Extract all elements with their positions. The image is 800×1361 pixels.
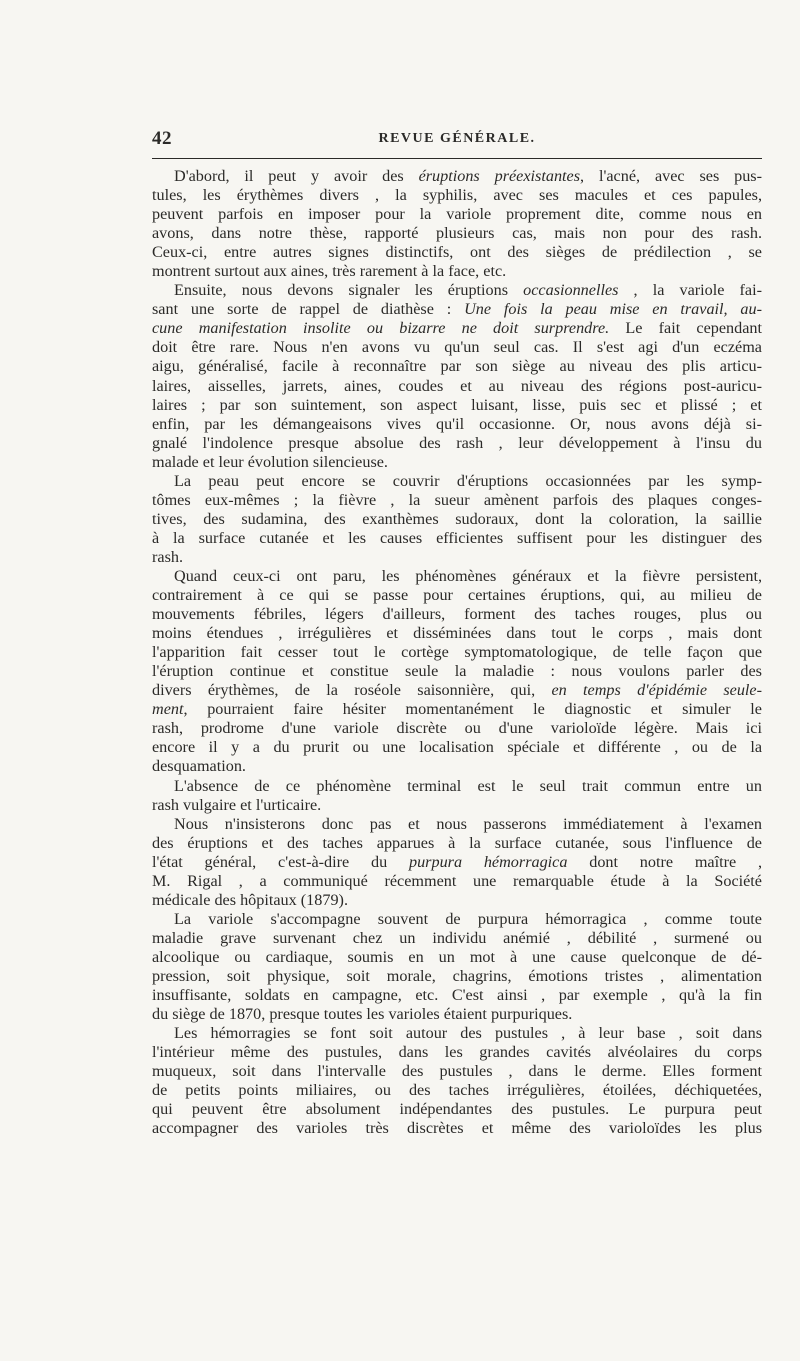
text-line <box>152 434 762 453</box>
text-segment: montrent surtout aux aines, très rarement à la face, etc. <box>152 262 507 281</box>
text-line <box>152 967 762 986</box>
text-line <box>152 453 762 472</box>
text-segment: l'état général, c'est-à-dire du <box>152 852 409 871</box>
text-line <box>152 1119 762 1138</box>
text-line <box>152 281 762 300</box>
text-segment: médicale des hôpitaux (1879). <box>152 890 348 909</box>
body-text <box>152 167 762 1138</box>
text-segment: qui peuvent être absolument indépendantes des pustules. Le purpura peut <box>152 1100 762 1119</box>
text-line <box>152 662 762 681</box>
text-line <box>152 1043 762 1062</box>
header-rule <box>152 158 762 159</box>
text-line <box>152 567 762 586</box>
text-line <box>152 548 762 567</box>
text-line <box>152 834 762 853</box>
text-line <box>152 891 762 910</box>
text-line <box>152 815 762 834</box>
text-segment: peuvent parfois en imposer pour la variole proprement dite, comme nous en <box>152 205 762 224</box>
text-segment: avons, dans notre thèse, rapporté plusieurs cas, mais non pour des rash. <box>152 224 762 243</box>
italic-text: éruptions préexistantes <box>418 167 581 185</box>
text-segment: Nous n'insisterons donc pas et nous passerons immédiatement à l'examen <box>174 814 762 833</box>
text-segment: contrairement à ce qui se passe pour certaines éruptions, qui, au milieu de <box>152 586 762 605</box>
text-line <box>152 262 762 281</box>
text-line <box>152 186 762 205</box>
text-segment: Ensuite, nous devons signaler les éruptions <box>174 281 524 300</box>
text-line <box>152 643 762 662</box>
text-segment: Le fait cependant <box>609 319 762 338</box>
text-line <box>152 796 762 815</box>
text-segment: Ceux-ci, entre autres signes distinctifs, ont des sièges de prédilection , se <box>152 243 762 262</box>
text-segment: tives, des sudamina, des exanthèmes sudoraux, dont la coloration, la saillie <box>152 509 762 528</box>
italic-text: en temps d'épidémie seule- <box>551 681 762 700</box>
text-segment: accompagner des varioles très discrètes et même des varioloïdes les plus <box>152 1119 762 1138</box>
text-segment: , la variole fai- <box>618 281 763 300</box>
text-line <box>152 624 762 643</box>
text-segment: doit être rare. Nous n'en avons vu qu'un seul cas. Il s'est agi d'un eczéma <box>152 338 762 357</box>
text-line <box>152 357 762 376</box>
text-line <box>152 300 762 319</box>
text-line <box>152 1062 762 1081</box>
text-segment: aigu, généralisé, facile à reconnaître par son siège au niveau des plis articu- <box>152 357 762 376</box>
text-segment: alcoolique ou cardiaque, soumis en un mot à une cause quelconque de dé- <box>152 947 762 966</box>
text-line <box>152 853 762 872</box>
text-line <box>152 396 762 415</box>
text-segment: , l'acné, avec ses pus- <box>580 167 763 185</box>
text-segment: malade et leur évolution silencieuse. <box>152 452 388 471</box>
italic-text: ment <box>152 700 184 719</box>
text-line <box>152 529 762 548</box>
text-line <box>152 319 762 338</box>
running-title: REVUE GÉNÉRALE. <box>378 131 536 146</box>
text-segment: desquamation. <box>152 757 246 776</box>
text-line <box>152 377 762 396</box>
text-segment: La peau peut encore se couvrir d'éruptions occasionnées par les symp- <box>174 471 762 490</box>
text-segment: laires, aisselles, jarrets, aines, coudes et au niveau des régions post-auricu- <box>152 376 762 395</box>
text-line <box>152 910 762 929</box>
text-segment: tômes eux-mêmes ; la fièvre , la sueur amènent parfois des plaques conges- <box>152 490 762 509</box>
text-line <box>152 224 762 243</box>
text-segment: enfin, par les démangeaisons vives qu'il occasionne. Or, nous avons déjà si- <box>152 414 762 433</box>
italic-text: cune manifestation insolite ou bizarre ne doit surprendre. <box>152 319 610 338</box>
text-segment: rash. <box>152 547 184 566</box>
text-segment: mouvements fébriles, légers d'ailleurs, forment des taches rouges, plus ou <box>152 605 762 624</box>
text-line <box>152 1005 762 1024</box>
text-segment: L'absence de ce phénomène terminal est le seul trait commun entre un <box>174 776 762 795</box>
text-line <box>152 1100 762 1119</box>
text-line <box>152 510 762 529</box>
text-line <box>152 929 762 948</box>
text-line <box>152 1081 762 1100</box>
text-line <box>152 491 762 510</box>
text-segment: maladie grave survenant chez un individu anémié , débilité , surmené ou <box>152 928 762 947</box>
text-line <box>152 415 762 434</box>
text-line <box>152 586 762 605</box>
page-number: 42 <box>152 128 172 149</box>
text-line <box>152 738 762 757</box>
text-line <box>152 700 762 719</box>
text-segment: D'abord, il peut y avoir des <box>174 167 419 185</box>
italic-text: purpura hémorragica <box>408 852 568 871</box>
text-segment: pression, soit physique, soit morale, chagrins, émotions tristes , alimentation <box>152 966 762 985</box>
text-segment: tules, les érythèmes divers , la syphilis, avec ses macules et ces papules, <box>152 186 762 205</box>
text-segment: l'apparition fait cesser tout le cortège symptomatologique, de telle façon que <box>152 643 762 662</box>
text-segment: gnalé l'indolence presque absolue des rash , leur développement à l'insu du <box>152 433 762 452</box>
text-line <box>152 872 762 891</box>
text-segment: , pourraient faire hésiter momentanément le diagnostic et simuler le <box>183 700 762 719</box>
text-line <box>152 338 762 357</box>
text-segment: à la surface cutanée et les causes efficientes suffisent pour les distinguer des <box>152 528 762 547</box>
text-segment: divers érythèmes, de la roséole saisonnière, qui, <box>152 681 552 700</box>
text-segment: sant une sorte de rappel de diathèse : <box>152 300 465 319</box>
text-segment: Quand ceux-ci ont paru, les phénomènes généraux et la fièvre persistent, <box>174 566 762 585</box>
text-segment: moins étendues , irrégulières et disséminées dans tout le corps , mais dont <box>152 624 762 643</box>
text-segment: rash vulgaire et l'urticaire. <box>152 795 322 814</box>
italic-text: Une fois la peau mise en travail, au- <box>464 300 762 319</box>
text-segment: du siège de 1870, presque toutes les varioles étaient purpuriques. <box>152 1005 573 1024</box>
text-segment: l'intérieur même des pustules, dans les grandes cavités alvéolaires du corps <box>152 1043 762 1062</box>
italic-text: occasionnelles <box>523 281 619 300</box>
page-header <box>152 128 762 152</box>
text-line <box>152 986 762 1005</box>
text-segment: des éruptions et des taches apparues à la surface cutanée, sous l'influence de <box>152 833 762 852</box>
text-segment: muqueux, soit dans l'intervalle des pustules , dans le derme. Elles forment <box>152 1062 762 1081</box>
text-segment: La variole s'accompagne souvent de purpura hémorragica , comme toute <box>174 909 762 928</box>
text-segment: rash, prodrome d'une variole discrète ou d'une varioloïde légère. Mais ici <box>152 719 762 738</box>
text-line <box>152 1024 762 1043</box>
text-line <box>152 777 762 796</box>
text-line <box>152 605 762 624</box>
text-line <box>152 681 762 700</box>
text-line <box>152 757 762 776</box>
text-segment: insuffisante, soldats en campagne, etc. C'est ainsi , par exemple , qu'à la fin <box>152 986 762 1005</box>
text-segment: M. Rigal , a communiqué récemment une remarquable étude à la Société <box>152 871 762 890</box>
text-segment: l'éruption continue et constitue seule la maladie : nous voulons parler des <box>152 662 762 681</box>
text-line <box>152 243 762 262</box>
text-segment: encore il y a du prurit ou une localisation spéciale et différente , ou de la <box>152 738 762 757</box>
text-segment: laires ; par son suintement, son aspect luisant, lisse, puis sec et plissé ; et <box>152 395 762 414</box>
text-line <box>152 205 762 224</box>
text-segment: Les hémorragies se font soit autour des pustules , à leur base , soit dans <box>174 1024 762 1043</box>
text-line <box>152 472 762 491</box>
text-line <box>152 167 762 186</box>
text-segment: dont notre maître , <box>567 852 763 871</box>
text-line <box>152 719 762 738</box>
text-line <box>152 948 762 967</box>
text-segment: de petits points miliaires, ou des taches irrégulières, étoilées, déchiquetées, <box>152 1081 762 1100</box>
